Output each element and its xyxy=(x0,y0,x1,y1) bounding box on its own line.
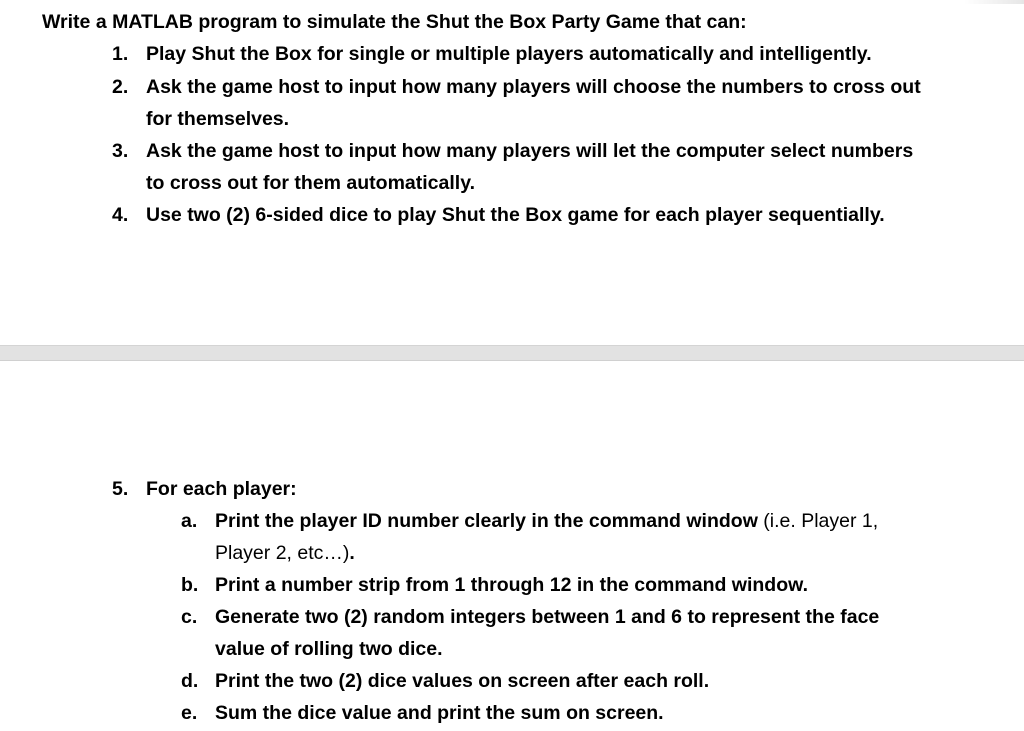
sub-item-text-normal: Player 2, etc…) xyxy=(215,542,350,564)
sub-item-text: Sum the dice value and print the sum on screen. xyxy=(215,702,664,724)
list-item-text: Use two (2) 6-sided dice to play Shut the Box game for each player sequentially. xyxy=(146,204,885,226)
list-item-text: For each player: xyxy=(146,478,297,500)
intro-text: Write a MATLAB program to simulate the Shut the Box Party Game that can: xyxy=(42,11,747,33)
list-item-text-continued: to cross out for them automatically. xyxy=(146,172,476,194)
sub-letter: e. xyxy=(181,702,198,724)
list-item-text-continued: for themselves. xyxy=(146,108,290,130)
sub-item-text-bold: Print the player ID number clearly in the command window xyxy=(215,510,758,532)
sub-letter: b. xyxy=(181,574,199,596)
list-number: 3. xyxy=(112,140,129,162)
sub-letter: c. xyxy=(181,606,198,628)
sub-item-text: Generate two (2) random integers between 1 and 6 to represent the face xyxy=(215,606,880,628)
sub-item-text: Print a number strip from 1 through 12 in the command window. xyxy=(215,574,808,596)
list-item-text: Ask the game host to input how many players will choose the numbers to cross out xyxy=(146,76,921,98)
sub-item-text xyxy=(215,509,878,533)
sub-item-text: Print the two (2) dice values on screen after each roll. xyxy=(215,670,710,692)
list-number: 1. xyxy=(112,43,129,65)
page-break-divider xyxy=(0,345,1024,361)
sub-item-text-normal: (i.e. Player 1, xyxy=(757,510,879,532)
top-edge-shadow xyxy=(964,0,1024,4)
sub-item-text-bold: . xyxy=(349,542,355,564)
list-number: 2. xyxy=(112,76,129,98)
list-item-text: Ask the game host to input how many players will let the computer select numbers xyxy=(146,140,914,162)
list-item-text: Play Shut the Box for single or multiple players automatically and intelligently. xyxy=(146,43,872,65)
list-number: 4. xyxy=(112,204,129,226)
sub-item-text-continued xyxy=(215,541,355,565)
sub-item-text-continued: value of rolling two dice. xyxy=(215,638,443,660)
sub-letter: d. xyxy=(181,670,199,692)
sub-letter: a. xyxy=(181,510,198,532)
list-number: 5. xyxy=(112,478,129,500)
